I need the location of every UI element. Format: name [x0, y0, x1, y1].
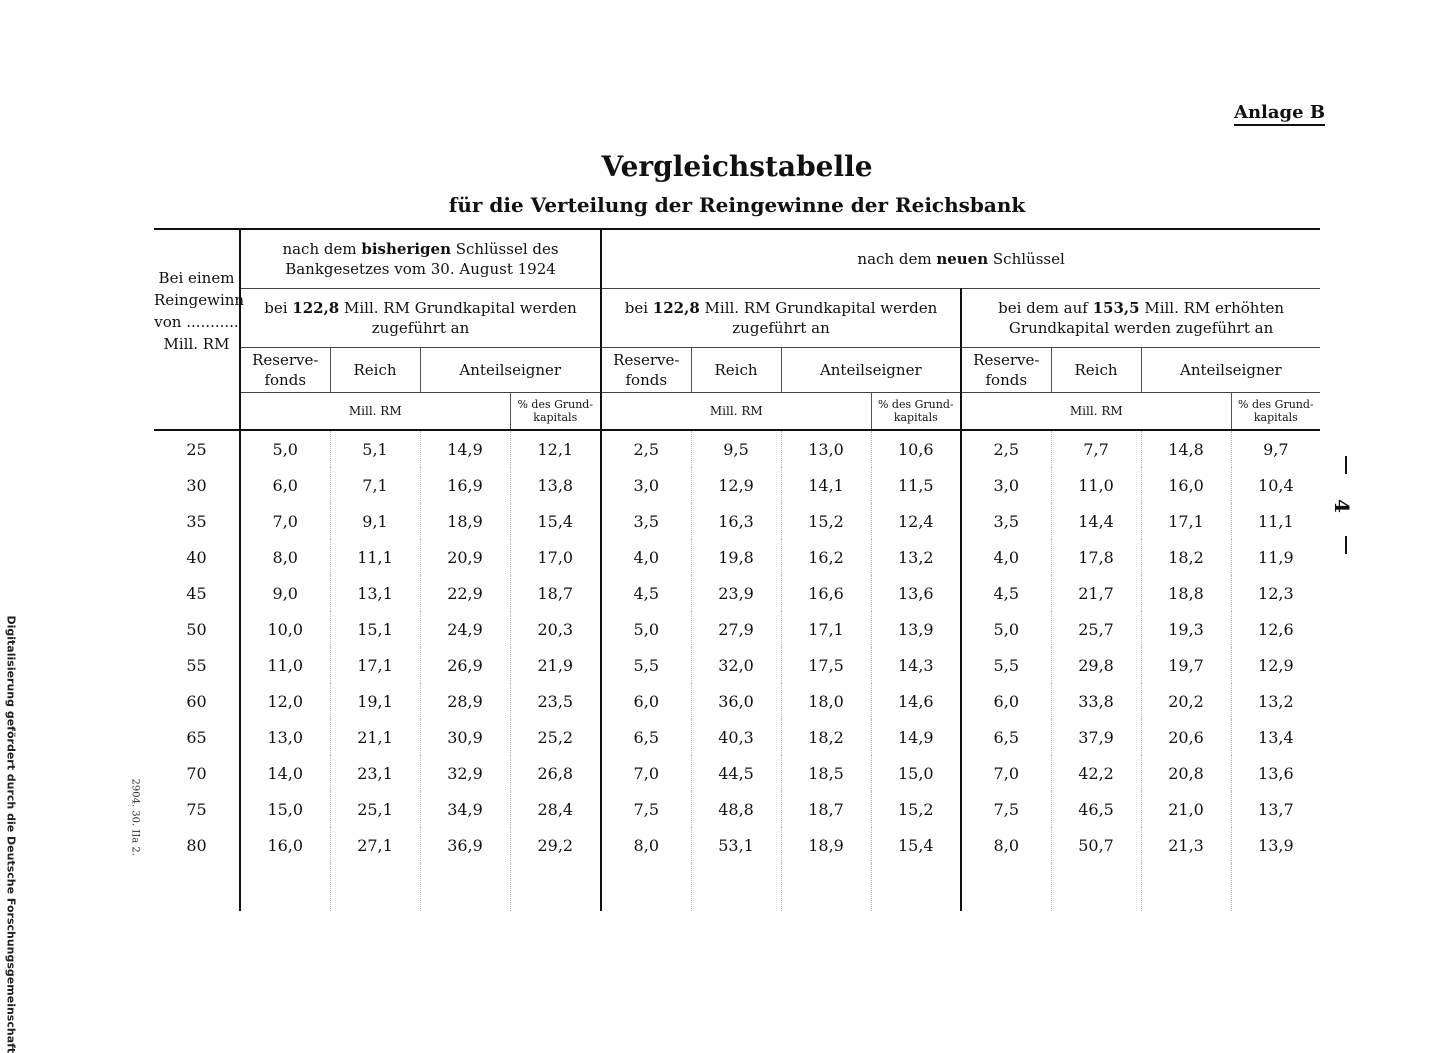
spacer-cell — [1051, 863, 1141, 911]
value-cell: 19,3 — [1141, 611, 1231, 647]
value-cell: 13,8 — [510, 467, 601, 503]
value-cell: 7,7 — [1051, 430, 1141, 467]
unit-pct-3: % des Grund-kapitals — [1231, 393, 1320, 431]
value-cell: 4,0 — [601, 539, 691, 575]
value-cell: 16,0 — [1141, 467, 1231, 503]
page-dash-bottom — [1345, 536, 1347, 554]
table-row — [154, 755, 1320, 791]
value-cell: 12,4 — [871, 503, 961, 539]
value-cell: 13,9 — [871, 611, 961, 647]
value-cell: 12,0 — [240, 683, 330, 719]
value-cell: 13,0 — [240, 719, 330, 755]
table-row — [154, 647, 1320, 683]
value-cell: 12,3 — [1231, 575, 1320, 611]
value-cell: 14,4 — [1051, 503, 1141, 539]
value-cell: 13,1 — [330, 575, 420, 611]
value-cell: 46,5 — [1051, 791, 1141, 827]
value-cell: 14,8 — [1141, 430, 1231, 467]
value-cell: 32,9 — [420, 755, 510, 791]
value-cell: 50,7 — [1051, 827, 1141, 863]
value-cell: 11,0 — [1051, 467, 1141, 503]
table-spacer-row — [154, 863, 1320, 911]
value-cell: 18,5 — [781, 755, 871, 791]
value-cell: 17,1 — [781, 611, 871, 647]
old-key-header: nach dem bisherigen Schlüssel des Bankgesetzes vom 30. August 1924 — [240, 229, 601, 289]
value-cell: 8,0 — [601, 827, 691, 863]
table-row — [154, 575, 1320, 611]
value-cell: 6,5 — [961, 719, 1051, 755]
value-cell: 33,8 — [1051, 683, 1141, 719]
annex-label: Anlage B — [1234, 102, 1325, 126]
value-cell: 20,8 — [1141, 755, 1231, 791]
value-cell: 14,9 — [871, 719, 961, 755]
page-dash-top — [1345, 456, 1347, 474]
value-cell: 4,0 — [961, 539, 1051, 575]
spacer-cell — [1141, 863, 1231, 911]
value-cell: 22,9 — [420, 575, 510, 611]
comparison-table — [154, 228, 1320, 911]
spacer-cell — [601, 863, 691, 911]
value-cell: 2,5 — [601, 430, 691, 467]
row-profit-cell: 45 — [186, 583, 207, 603]
col-reich-1: Reich — [330, 348, 420, 393]
value-cell: 10,6 — [871, 430, 961, 467]
value-cell: 9,0 — [240, 575, 330, 611]
value-cell: 16,6 — [781, 575, 871, 611]
value-cell: 8,0 — [961, 827, 1051, 863]
row-profit-cell: 50 — [186, 619, 207, 639]
value-cell: 21,3 — [1141, 827, 1231, 863]
value-cell: 24,9 — [420, 611, 510, 647]
value-cell: 13,6 — [871, 575, 961, 611]
row-profit-cell: 70 — [186, 763, 207, 783]
value-cell: 11,1 — [1231, 503, 1320, 539]
value-cell: 11,0 — [240, 647, 330, 683]
value-cell: 23,1 — [330, 755, 420, 791]
spacer-cell — [154, 863, 240, 911]
table-body — [154, 430, 1320, 911]
new-key-header: nach dem neuen Schlüssel — [601, 229, 1320, 289]
value-cell: 14,0 — [240, 755, 330, 791]
row-profit-cell: 60 — [186, 691, 207, 711]
row-profit-cell: 25 — [186, 439, 207, 459]
value-cell: 13,9 — [1231, 827, 1320, 863]
value-cell: 6,5 — [601, 719, 691, 755]
value-cell: 10,4 — [1231, 467, 1320, 503]
table-row — [154, 827, 1320, 863]
row-profit-cell: 75 — [186, 799, 207, 819]
value-cell: 14,6 — [871, 683, 961, 719]
value-cell: 15,4 — [510, 503, 601, 539]
row-profit-cell: 80 — [186, 835, 207, 855]
value-cell: 15,4 — [871, 827, 961, 863]
spacer-cell — [781, 863, 871, 911]
value-cell: 4,5 — [601, 575, 691, 611]
value-cell: 30,9 — [420, 719, 510, 755]
table-row — [154, 503, 1320, 539]
value-cell: 20,3 — [510, 611, 601, 647]
spacer-cell — [330, 863, 420, 911]
value-cell: 53,1 — [691, 827, 781, 863]
value-cell: 20,9 — [420, 539, 510, 575]
value-cell: 13,2 — [1231, 683, 1320, 719]
spacer-cell — [1231, 863, 1320, 911]
value-cell: 23,5 — [510, 683, 601, 719]
value-cell: 13,4 — [1231, 719, 1320, 755]
value-cell: 15,0 — [240, 791, 330, 827]
value-cell: 18,7 — [510, 575, 601, 611]
digitization-note: Digitalisierung gefördert durch die Deutsche Forschungsgemeinschaft — [4, 615, 18, 1053]
value-cell: 6,0 — [601, 683, 691, 719]
value-cell: 7,0 — [961, 755, 1051, 791]
value-cell: 17,1 — [1141, 503, 1231, 539]
value-cell: 12,6 — [1231, 611, 1320, 647]
group-old-122: bei 122,8 Mill. RM Grundkapital werden zugeführt an — [240, 289, 601, 348]
value-cell: 18,9 — [781, 827, 871, 863]
unit-pct-2: % des Grund-kapitals — [871, 393, 961, 431]
value-cell: 18,7 — [781, 791, 871, 827]
page-title: Vergleichstabelle — [601, 150, 873, 183]
value-cell: 15,2 — [871, 791, 961, 827]
value-cell: 18,0 — [781, 683, 871, 719]
value-cell: 3,0 — [601, 467, 691, 503]
value-cell: 16,9 — [420, 467, 510, 503]
spacer-cell — [691, 863, 781, 911]
value-cell: 13,6 — [1231, 755, 1320, 791]
col-anteilseigner-2: Anteilseigner — [781, 348, 961, 393]
value-cell: 26,9 — [420, 647, 510, 683]
value-cell: 9,7 — [1231, 430, 1320, 467]
value-cell: 27,1 — [330, 827, 420, 863]
value-cell: 7,5 — [961, 791, 1051, 827]
value-cell: 16,3 — [691, 503, 781, 539]
value-cell: 7,0 — [240, 503, 330, 539]
page-subtitle: für die Verteilung der Reingewinne der Reichsbank — [448, 193, 1026, 217]
value-cell: 42,2 — [1051, 755, 1141, 791]
value-cell: 17,8 — [1051, 539, 1141, 575]
unit-pct-1: % des Grund-kapitals — [510, 393, 601, 431]
unit-mill-rm-2: Mill. RM — [601, 393, 871, 431]
spacer-cell — [871, 863, 961, 911]
value-cell: 5,1 — [330, 430, 420, 467]
col-anteilseigner-1: Anteilseigner — [420, 348, 601, 393]
value-cell: 29,2 — [510, 827, 601, 863]
value-cell: 5,0 — [240, 430, 330, 467]
value-cell: 7,0 — [601, 755, 691, 791]
value-cell: 25,1 — [330, 791, 420, 827]
value-cell: 21,1 — [330, 719, 420, 755]
value-cell: 15,0 — [871, 755, 961, 791]
value-cell: 4,5 — [961, 575, 1051, 611]
spacer-cell — [420, 863, 510, 911]
value-cell: 5,0 — [961, 611, 1051, 647]
value-cell: 40,3 — [691, 719, 781, 755]
row-label-header: Bei einem Reingewinn von ........... Mill. RM — [154, 229, 240, 393]
value-cell: 3,5 — [601, 503, 691, 539]
value-cell: 19,7 — [1141, 647, 1231, 683]
value-cell: 34,9 — [420, 791, 510, 827]
value-cell: 32,0 — [691, 647, 781, 683]
value-cell: 37,9 — [1051, 719, 1141, 755]
table-row — [154, 791, 1320, 827]
value-cell: 14,1 — [781, 467, 871, 503]
table-row — [154, 430, 1320, 467]
value-cell: 36,9 — [420, 827, 510, 863]
value-cell: 15,1 — [330, 611, 420, 647]
value-cell: 9,5 — [691, 430, 781, 467]
value-cell: 11,1 — [330, 539, 420, 575]
value-cell: 25,2 — [510, 719, 601, 755]
col-reservefonds-2: Reserve-fonds — [601, 348, 691, 393]
unit-mill-rm-1: Mill. RM — [240, 393, 510, 431]
value-cell: 11,5 — [871, 467, 961, 503]
value-cell: 11,9 — [1231, 539, 1320, 575]
table-row — [154, 611, 1320, 647]
value-cell: 10,0 — [240, 611, 330, 647]
spacer-cell — [510, 863, 601, 911]
value-cell: 14,9 — [420, 430, 510, 467]
col-anteilseigner-3: Anteilseigner — [1141, 348, 1320, 393]
value-cell: 23,9 — [691, 575, 781, 611]
value-cell: 18,9 — [420, 503, 510, 539]
value-cell: 19,1 — [330, 683, 420, 719]
value-cell: 18,8 — [1141, 575, 1231, 611]
table-row — [154, 467, 1320, 503]
value-cell: 18,2 — [781, 719, 871, 755]
group-new-153: bei dem auf 153,5 Mill. RM erhöhten Grundkapital werden zugeführt an — [961, 289, 1320, 348]
row-profit-cell: 55 — [186, 655, 207, 675]
value-cell: 14,3 — [871, 647, 961, 683]
print-code: 2904. 30. IIa 2. — [129, 778, 141, 856]
value-cell: 21,9 — [510, 647, 601, 683]
value-cell: 17,1 — [330, 647, 420, 683]
value-cell: 48,8 — [691, 791, 781, 827]
col-reservefonds-3: Reserve-fonds — [961, 348, 1051, 393]
value-cell: 18,2 — [1141, 539, 1231, 575]
value-cell: 3,5 — [961, 503, 1051, 539]
value-cell: 16,2 — [781, 539, 871, 575]
value-cell: 20,6 — [1141, 719, 1231, 755]
value-cell: 29,8 — [1051, 647, 1141, 683]
row-profit-cell: 65 — [186, 727, 207, 747]
value-cell: 28,4 — [510, 791, 601, 827]
value-cell: 12,1 — [510, 430, 601, 467]
value-cell: 44,5 — [691, 755, 781, 791]
value-cell: 36,0 — [691, 683, 781, 719]
spacer-cell — [961, 863, 1051, 911]
value-cell: 13,0 — [781, 430, 871, 467]
value-cell: 17,0 — [510, 539, 601, 575]
value-cell: 15,2 — [781, 503, 871, 539]
value-cell: 25,7 — [1051, 611, 1141, 647]
table-row — [154, 683, 1320, 719]
col-reservefonds-1: Reserve-fonds — [240, 348, 330, 393]
spacer-cell — [240, 863, 330, 911]
value-cell: 17,5 — [781, 647, 871, 683]
value-cell: 12,9 — [691, 467, 781, 503]
value-cell: 21,7 — [1051, 575, 1141, 611]
value-cell: 20,2 — [1141, 683, 1231, 719]
row-profit-cell: 30 — [186, 475, 207, 495]
row-profit-cell: 35 — [186, 511, 207, 531]
table-row — [154, 719, 1320, 755]
table-row — [154, 539, 1320, 575]
row-profit-cell: 40 — [186, 547, 207, 567]
value-cell: 3,0 — [961, 467, 1051, 503]
page-number: 4 — [1330, 499, 1354, 513]
value-cell: 27,9 — [691, 611, 781, 647]
value-cell: 19,8 — [691, 539, 781, 575]
unit-mill-rm-3: Mill. RM — [961, 393, 1231, 431]
value-cell: 2,5 — [961, 430, 1051, 467]
value-cell: 7,5 — [601, 791, 691, 827]
value-cell: 7,1 — [330, 467, 420, 503]
value-cell: 28,9 — [420, 683, 510, 719]
col-reich-3: Reich — [1051, 348, 1141, 393]
value-cell: 16,0 — [240, 827, 330, 863]
value-cell: 21,0 — [1141, 791, 1231, 827]
value-cell: 26,8 — [510, 755, 601, 791]
value-cell: 6,0 — [240, 467, 330, 503]
value-cell: 6,0 — [961, 683, 1051, 719]
col-reich-2: Reich — [691, 348, 781, 393]
group-new-122: bei 122,8 Mill. RM Grundkapital werden zugeführt an — [601, 289, 961, 348]
value-cell: 8,0 — [240, 539, 330, 575]
value-cell: 9,1 — [330, 503, 420, 539]
value-cell: 5,5 — [961, 647, 1051, 683]
value-cell: 12,9 — [1231, 647, 1320, 683]
value-cell: 13,2 — [871, 539, 961, 575]
value-cell: 13,7 — [1231, 791, 1320, 827]
value-cell: 5,5 — [601, 647, 691, 683]
value-cell: 5,0 — [601, 611, 691, 647]
